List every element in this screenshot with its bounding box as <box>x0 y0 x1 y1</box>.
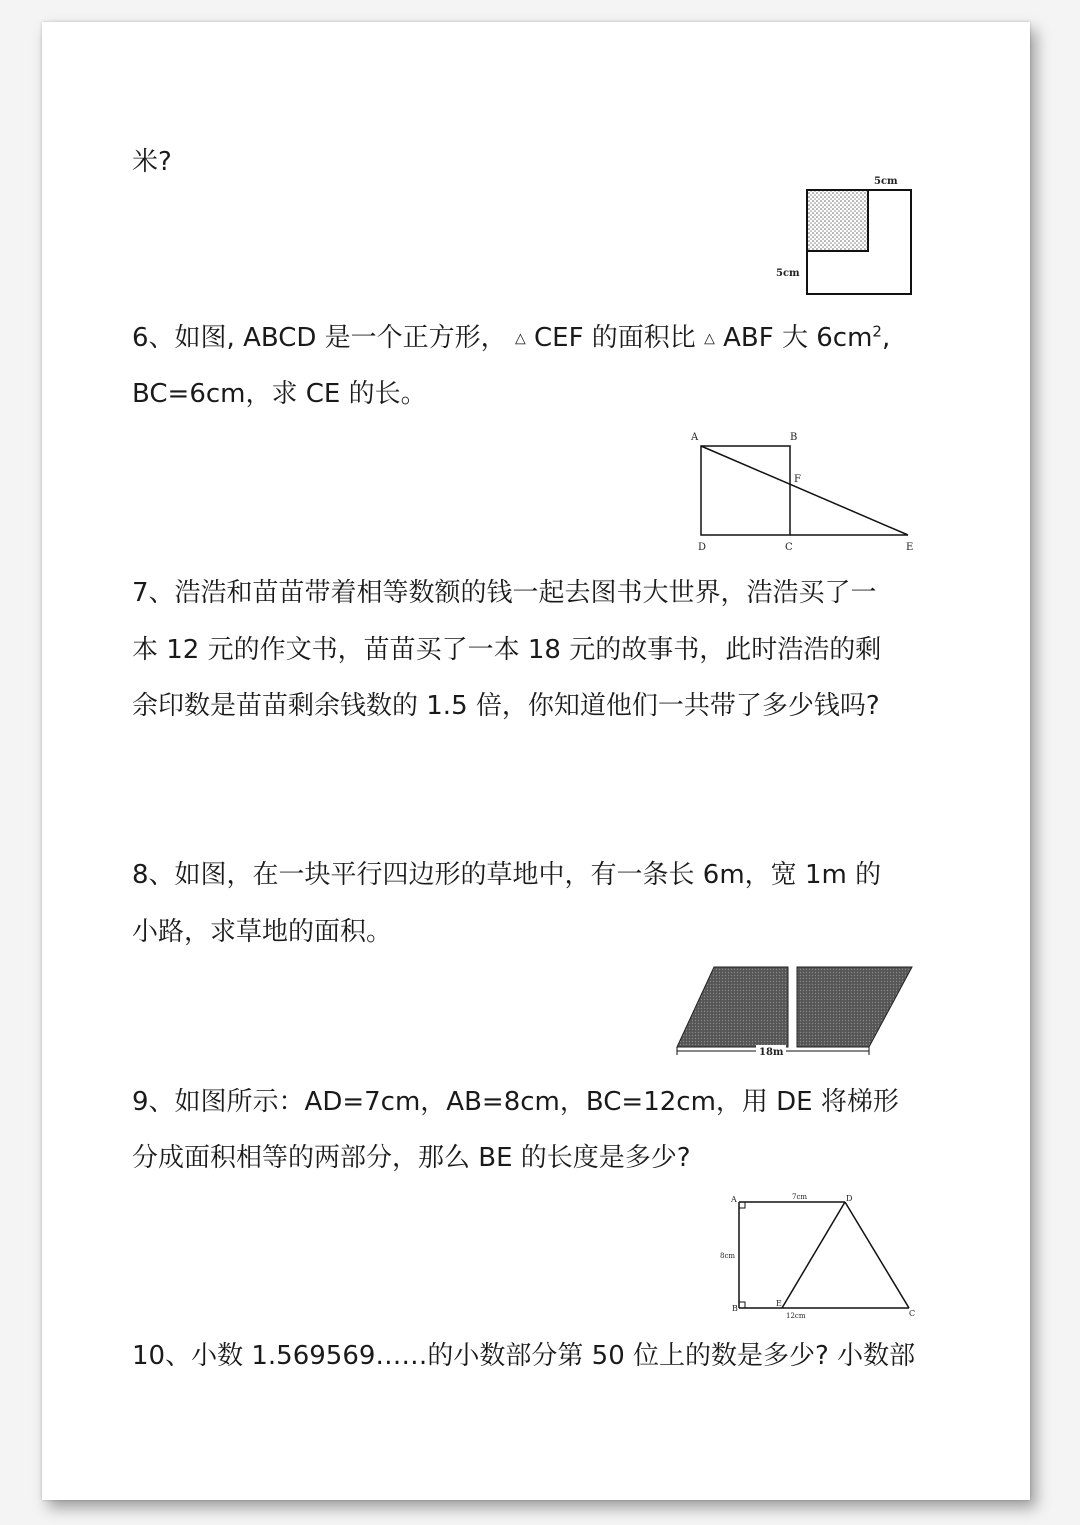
label-d: D <box>698 542 707 553</box>
square-abcd <box>701 446 790 535</box>
q9-figure <box>712 1188 922 1320</box>
grass-right <box>797 967 912 1047</box>
q8-figure <box>670 962 920 1062</box>
q6-line1 <box>132 310 890 367</box>
label-d: D <box>846 1194 853 1203</box>
segment-de <box>782 1202 845 1308</box>
shaded-square <box>807 190 868 251</box>
q6-sup: 2 <box>872 322 882 341</box>
q6-text-b: CEF 的面积比 <box>534 323 705 353</box>
label-left: 5cm <box>776 268 800 279</box>
side-dc <box>845 1202 909 1308</box>
q9-line1: 9、如图所示：AD=7cm，AB=8cm，BC=12cm，用 DE 将梯形 <box>132 1087 899 1117</box>
label-e: E <box>776 1299 782 1308</box>
label-ab: 8cm <box>720 1252 736 1260</box>
base-label: 18m <box>759 1047 784 1058</box>
label-c: C <box>785 542 793 553</box>
q5-figure <box>772 172 922 298</box>
q9-line2: 分成面积相等的两部分，那么 BE 的长度是多少? <box>132 1143 691 1173</box>
q6-text-c: ABF 大 6cm <box>723 323 873 353</box>
label-top: 5cm <box>874 176 898 187</box>
label-e: E <box>906 542 914 553</box>
label-a: A <box>731 1195 737 1204</box>
right-angle-b <box>739 1302 745 1308</box>
label-ad: 7cm <box>792 1193 808 1201</box>
triangle-icon: △ <box>704 330 715 347</box>
q6-figure <box>682 426 922 554</box>
q6-line2: BC=6cm，求 CE 的长。 <box>132 379 427 409</box>
label-bc: 12cm <box>786 1312 806 1320</box>
label-b: B <box>790 432 798 443</box>
label-a: A <box>691 432 699 443</box>
label-c: C <box>909 1309 916 1318</box>
q8-line2: 小路，求草地的面积。 <box>132 917 393 947</box>
label-b: B <box>732 1304 738 1313</box>
q6-text-a: 6、如图, ABCD 是一个正方形， <box>132 323 507 353</box>
q7-line1: 7、浩浩和苗苗带着相等数额的钱一起去图书大世界，浩浩买了一 <box>132 578 877 608</box>
segment-ae <box>701 446 908 535</box>
q7-line2: 本 12 元的作文书，苗苗买了一本 18 元的故事书，此时浩浩的剩 <box>132 635 882 665</box>
q5-tail: 米? <box>132 147 172 177</box>
label-f: F <box>794 474 801 485</box>
q8-line1: 8、如图，在一块平行四边形的草地中，有一条长 6m，宽 1m 的 <box>132 860 882 890</box>
triangle-icon: △ <box>514 330 526 347</box>
q10-line1: 10、小数 1.569569……的小数部分第 50 位上的数是多少? 小数部 <box>132 1341 916 1371</box>
grass-left <box>677 967 788 1047</box>
worksheet-page <box>42 22 1030 1500</box>
q7-line3: 余印数是苗苗剩余钱数的 1.5 倍，你知道他们一共带了多少钱吗? <box>132 691 880 721</box>
right-angle-a <box>739 1202 745 1208</box>
q6-text-d: , <box>881 323 891 353</box>
